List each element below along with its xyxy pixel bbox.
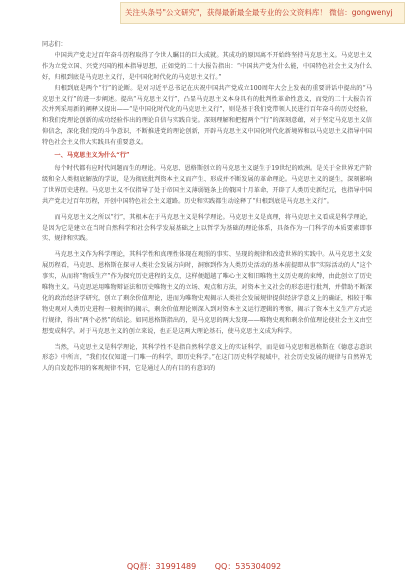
section-heading: 一、马克思主义为什么“行” <box>54 152 130 160</box>
footer-qq-group: QQ群：31991489 <box>126 562 197 571</box>
salutation: 同志们： <box>42 41 67 48</box>
paragraph: 中国共产党走过百年奋斗历程取得了令世人瞩目的巨大成就。其成功的原因离不开始终坚持马克思主义。马克思主义作为立党立国、兴党兴国的根本指导思想，正如党的二十大报告指出：“中国共产党为什么能，中国特色社会主义为什么好，归根到底是马克思主义行，是中国化时代化的马克思主义行。” <box>42 51 372 81</box>
paragraph: 当然，马克思主义是科学理论，其科学性不是指自然科学意义上的实证科学，而是如马克思和恩格斯在《德意志意识形态》中所言，“我们仅仅知道一门唯一的科学，即历史科学。”在这门历史科学视域中，社会历史发展的规律与自然界无人的自发起作用的客观规律不同，它是通过人的有目的有意识的 <box>42 343 372 373</box>
document-body <box>42 40 372 375</box>
paragraph: 而马克思主义之所以“行”，其根本在于马克思主义是科学理论。马克思主义是真理，将马克思主义看成是科学理论，是因为它是建立在当时自然科学和社会科学发展基础之上以哲学为基础的理论体系，具备作为一门科学的本质要素即事实、规律和实践。 <box>42 213 372 243</box>
paragraph: 每个时代都有应时代问题而生的理论。马克思、恩格斯创立的马克思主义诞生于19世纪的欧洲。是关于全世界无产阶级和全人类彻底解放的学说，是为彻底批判资本主义而产生、形成并不断发展的革命理论。马克思主义的诞生，深刻影响了世界历史进程。马克思主义不仅指导了处于帝国主义薄弱链条上的俄国十月革命，开辟了人类历史新纪元，也指导中国共产党走过百年历程，开创中国特色社会主义道路。历史和实践都生动诠释了“归根到底是马克思主义行”。 <box>42 164 372 205</box>
top-banner[interactable] <box>120 2 405 24</box>
banner-text: 关注头条号"公文研究"，获得最新最全最专业的公文资料库！ 微信：gongwenyj <box>125 8 393 17</box>
paragraph: 归根到底是两个“行”的论断。是对习近平总书记在庆祝中国共产党成立100周年大会上发表的重要讲话中提出的“马克思主义行”的进一步阐述。提出“马克思主义行”，凸显马克思主义本身具有的批判性革命性意义，而党的二十大报告首次并列采用新的阐释又提出——“是中国化时代化的马克思主义行”，则是基于我们党带领人民进行百年奋斗的历史经验，和我们党理论创新的成功经验作出的理论自信与实践自觉。深刻理解和把握两个“行”的深刻意蕴，对于坚定马克思主义信仰信念，深化我们党的斗争意识，不断推进党的理论创新，开辟马克思主义中国化时代化新境界和以马克思主义指导中国特色社会主义伟大实践具有重要意义。 <box>42 84 372 147</box>
paragraph: 马克思主义作为科学理论，其科学性和真理性体现在观照的事实、呈现的规律和改造世界的实践中。从马克思主义发展历程看，马克思、恩格斯在探寻人类社会发展方向时，洞察到作为人类历史活动的基本前提即从事“实际活动的人”这个事实，从而将“物质生产”作为探究历史进程的支点，这样便超越了唯心主义和旧唯物主义历史观的束缚，由此创立了历史唯物主义。马克思运用唯物辩证法和历史唯物主义的立场、观点和方法，对资本主义社会的形态进行批判，并借助不断深化的政治经济学研究，创立了剩余价值理论，进而为唯物史观揭示人类社会发展规律提供经济学意义上的确证，相较于唯物史观对人类历史进程一般规律的揭示，剩余价值理论则深入到对资本主义运行逻辑的考察，揭示了资本主义生产方式运行规律，得出“两个必然”的结论。如同恩格斯指出的，是马克思的两大发现——唯物史观和剩余价值理论使社会主义由空想变成科学。对于马克思主义的创立来说，也正是这两大理论基石，使马克思主义成为科学。 <box>42 251 372 335</box>
footer-contact <box>0 558 408 580</box>
footer-qq: QQ：535304092 <box>214 562 282 571</box>
